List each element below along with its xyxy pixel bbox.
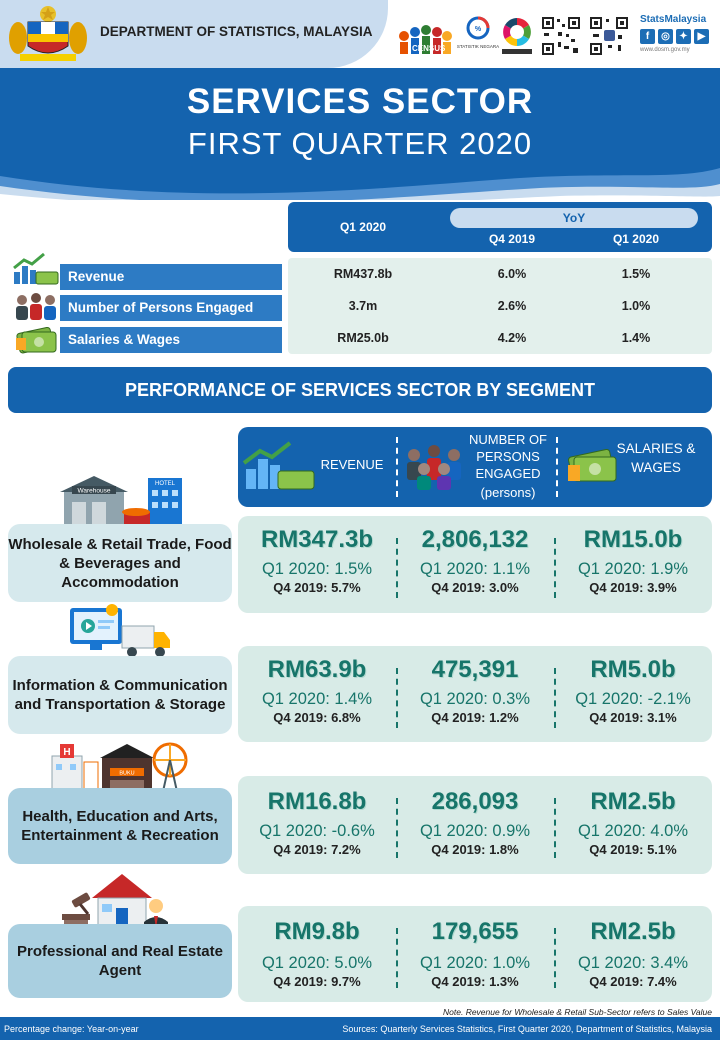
book-sign-text: BUKU: [119, 770, 135, 777]
footnote-text: Revenue for Wholesale & Retail Sub-Sector refers to Sales Value: [465, 1007, 712, 1017]
segment-salaries-q1: Q1 2020: 1.9%: [577, 560, 689, 578]
summary-yoy-q1: 1.5%: [621, 267, 651, 281]
revenue-chart-icon: [242, 441, 318, 493]
segment-panel-health: [238, 776, 712, 874]
segment-revenue-q4: Q4 2019: 9.7%: [273, 974, 361, 989]
header-divider: [396, 437, 398, 497]
house-gavel-agent-icon: [58, 870, 170, 932]
census-logo-icon: [394, 14, 456, 58]
segment-persons-value: 2,806,132: [421, 526, 529, 553]
segment-label-information: Information & Communication and Transportation & Storage: [8, 656, 232, 734]
persons-group-icon: [12, 290, 60, 324]
segment-revenue-value: RM9.8b: [274, 918, 360, 945]
header-divider: [556, 437, 558, 497]
segment-header-persons: NUMBER OF PERSONS ENGAGED: [469, 432, 547, 481]
segment-revenue-value: RM16.8b: [267, 788, 367, 815]
segment-persons-value: 475,391: [431, 656, 519, 683]
segment-salaries-q4: Q4 2019: 7.4%: [589, 974, 677, 989]
segment-salaries-q1: Q1 2020: -2.1%: [575, 690, 691, 708]
summary-header: [288, 202, 712, 252]
summary-value: 3.7m: [348, 299, 378, 313]
segment-salaries-q4: Q4 2019: 5.1%: [589, 842, 677, 857]
instagram-icon[interactable]: ◎: [658, 29, 673, 44]
top-header: [0, 0, 720, 68]
summary-yoy-pill: YoY: [450, 208, 698, 228]
segment-header: [238, 427, 712, 507]
segment-revenue-q1: Q1 2020: -0.6%: [259, 822, 375, 840]
title-banner: [0, 68, 720, 200]
segment-salaries-q4: Q4 2019: 3.9%: [589, 580, 677, 595]
segment-persons-q1: Q1 2020: 1.1%: [419, 560, 531, 578]
website-url[interactable]: www.dosm.gov.my: [640, 47, 690, 53]
segment-label-health: Health, Education and Arts, Entertainment & Recreation: [8, 788, 232, 864]
summary-value: RM437.8b: [333, 267, 393, 281]
segment-revenue-value: RM347.3b: [260, 526, 374, 553]
footnote: [0, 1007, 712, 1017]
summary-yoy-q4: 4.2%: [497, 331, 527, 345]
census-logo-text: CENSUS: [412, 44, 446, 53]
performance-heading: PERFORMANCE OF SERVICES SECTOR BY SEGMENT: [8, 367, 712, 413]
segment-salaries-value: RM2.5b: [590, 918, 676, 945]
table-row: [288, 324, 712, 354]
revenue-chart-icon: [12, 252, 60, 286]
sdg-wheel-icon: [498, 14, 536, 58]
computer-truck-icon: [68, 604, 172, 660]
segment-persons-value: 179,655: [431, 918, 519, 945]
segment-persons-q4: Q4 2019: 1.8%: [431, 842, 519, 857]
statistik-negara-logo-icon: [456, 14, 500, 58]
summary-label-revenue: Revenue: [60, 264, 282, 290]
segment-salaries-value: RM15.0b: [583, 526, 683, 553]
segment-salaries-q4: Q4 2019: 3.1%: [589, 710, 677, 725]
department-name: DEPARTMENT OF STATISTICS, MALAYSIA: [100, 24, 373, 39]
segment-revenue-q4: Q4 2019: 7.2%: [273, 842, 361, 857]
summary-table-body: [288, 258, 712, 354]
segment-revenue-value: RM63.9b: [267, 656, 367, 683]
segment-header-revenue: REVENUE: [320, 457, 384, 472]
segment-persons-q1: Q1 2020: 0.3%: [419, 690, 531, 708]
svg-text:%: %: [474, 26, 482, 33]
table-row: [288, 260, 712, 290]
segment-revenue-q1: Q1 2020: 1.4%: [261, 690, 373, 708]
qr-code-icon-2: [588, 14, 630, 58]
warehouse-hotel-icon: [58, 472, 190, 530]
footer-sources: Sources: Quarterly Services Statistics, First Quarter 2020, Department of Statistics, Malaysia: [342, 1024, 712, 1034]
footer-percentage-note: Percentage change: Year-on-year: [4, 1024, 139, 1034]
table-row: [288, 292, 712, 322]
page-title: SERVICES SECTOR: [186, 82, 534, 121]
qr-code-icon: [540, 14, 582, 58]
summary-yoy-q1: 1.4%: [621, 331, 651, 345]
segment-header-salaries: SALARIES & WAGES: [616, 441, 696, 475]
facebook-icon[interactable]: f: [640, 29, 655, 44]
summary-col-q4-2019: Q4 2019: [488, 232, 536, 246]
summary-col-q1: Q1 2020: [339, 220, 387, 234]
footer-bar: [0, 1017, 720, 1040]
segment-panel-professional: [238, 906, 712, 1002]
social-icons: [640, 29, 716, 44]
summary-value: RM25.0b: [337, 331, 389, 345]
social-media-block: [640, 14, 716, 53]
segment-panel-information: [238, 646, 712, 742]
footnote-prefix: Note.: [442, 1007, 464, 1017]
warehouse-sign-text: Warehouse: [77, 487, 111, 495]
segment-panel-wholesale: [238, 516, 712, 613]
page-subtitle: FIRST QUARTER 2020: [187, 126, 533, 161]
statistik-negara-text: STATISTIK NEGARA: [456, 44, 500, 49]
segment-label-professional: Professional and Real Estate Agent: [8, 924, 232, 998]
summary-yoy-q4: 6.0%: [497, 267, 527, 281]
summary-label-salaries: Salaries & Wages: [60, 327, 282, 353]
summary-yoy-q4: 2.6%: [497, 299, 527, 313]
summary-label-persons: Number of Persons Engaged: [60, 295, 282, 321]
segment-revenue-q1: Q1 2020: 5.0%: [261, 954, 373, 972]
twitter-icon[interactable]: ✦: [676, 29, 691, 44]
segment-persons-q1: Q1 2020: 0.9%: [419, 822, 531, 840]
segment-header-persons-unit: (persons): [480, 485, 536, 500]
segment-label-wholesale: Wholesale & Retail Trade, Food & Beverages and Accommodation: [8, 524, 232, 602]
segment-persons-q4: Q4 2019: 3.0%: [431, 580, 519, 595]
summary-col-q1-2020: Q1 2020: [612, 232, 660, 246]
segment-salaries-q1: Q1 2020: 4.0%: [577, 822, 689, 840]
segment-salaries-value: RM5.0b: [590, 656, 676, 683]
segment-persons-q4: Q4 2019: 1.2%: [431, 710, 519, 725]
persons-group-icon: [402, 441, 466, 491]
summary-yoy-q1: 1.0%: [621, 299, 651, 313]
coat-of-arms-icon: [6, 4, 90, 64]
segment-persons-q4: Q4 2019: 1.3%: [431, 974, 519, 989]
segment-persons-value: 286,093: [431, 788, 519, 815]
segment-persons-q1: Q1 2020: 1.0%: [419, 954, 531, 972]
youtube-icon[interactable]: ▶: [694, 29, 709, 44]
svg-text:H: H: [63, 747, 71, 758]
segment-salaries-value: RM2.5b: [590, 788, 676, 815]
segment-revenue-q4: Q4 2019: 6.8%: [273, 710, 361, 725]
segment-revenue-q4: Q4 2019: 5.7%: [273, 580, 361, 595]
money-stack-icon: [12, 322, 60, 356]
hotel-sign-text: HOTEL: [154, 481, 176, 487]
segment-salaries-q1: Q1 2020: 3.4%: [577, 954, 689, 972]
money-stack-icon: [564, 445, 622, 489]
social-title: StatsMalaysia: [640, 14, 707, 25]
segment-revenue-q1: Q1 2020: 1.5%: [261, 560, 373, 578]
